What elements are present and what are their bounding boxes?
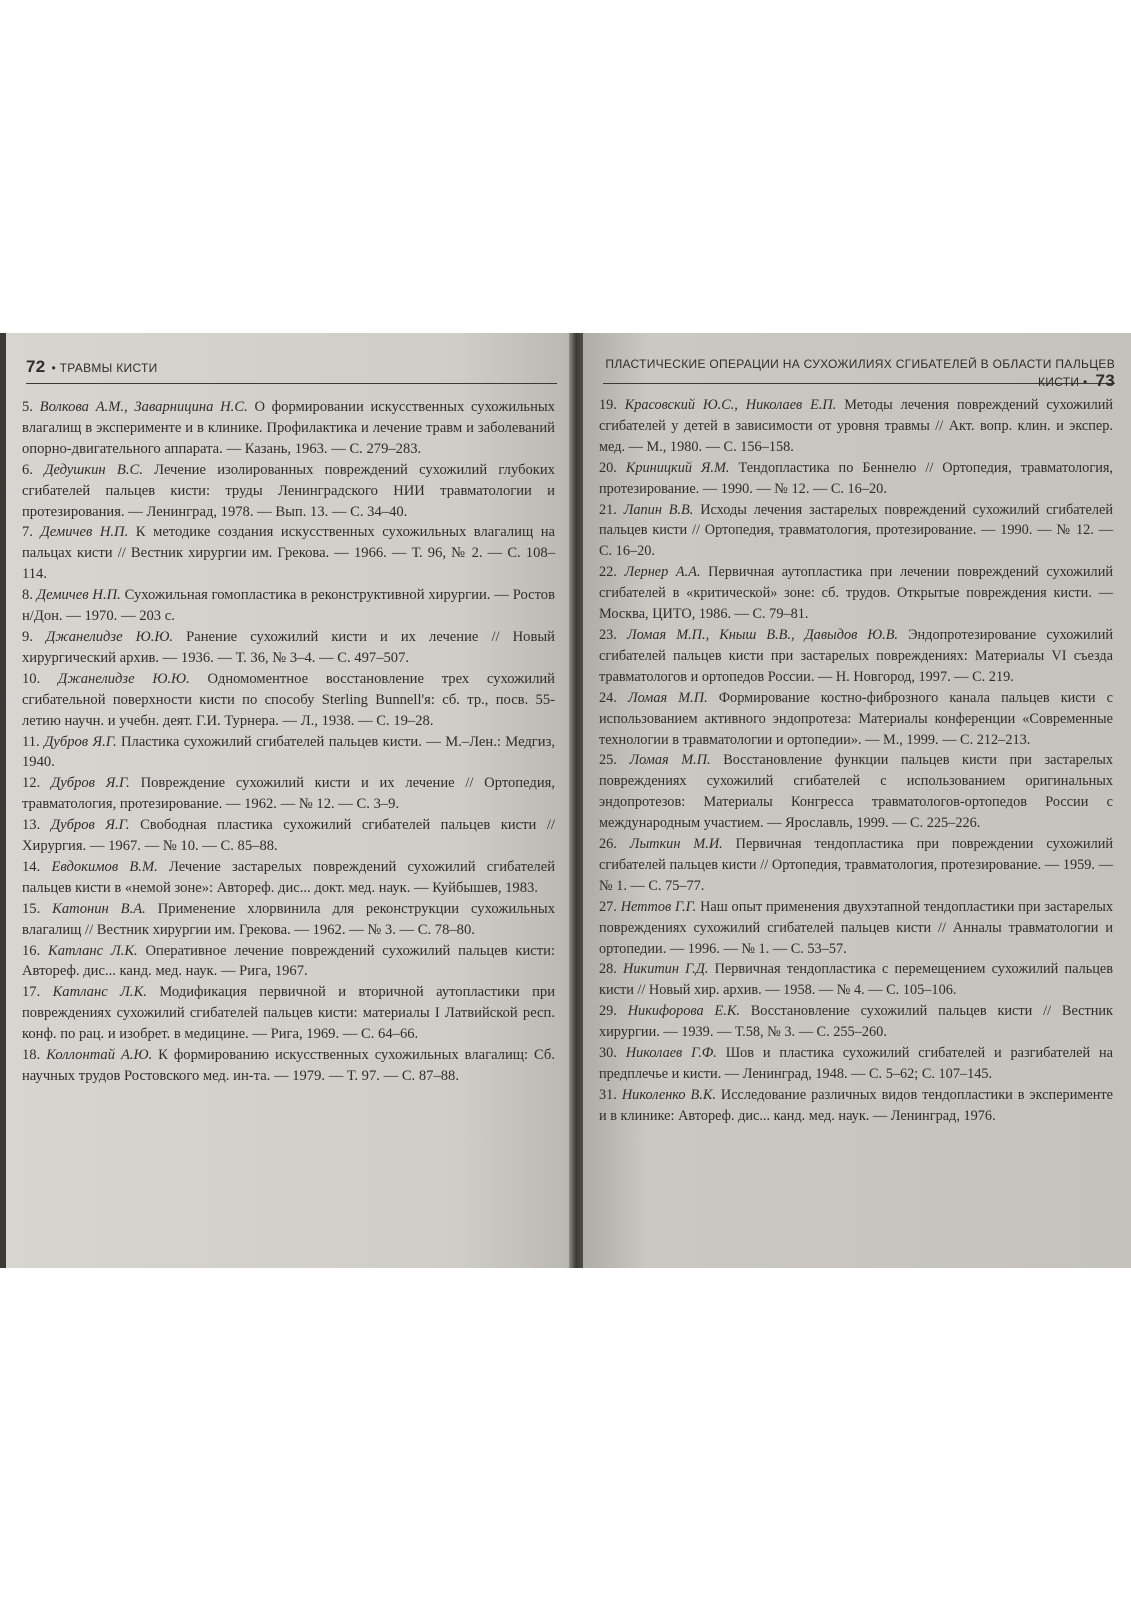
reference-text: Наш опыт применения двухэтапной тендопластики при застарелых повреждениях сухожилий сгибателей пальцев кисти // Анналы травматологии и ортопедии. — 1996. — № 1. — С. 53–57. bbox=[599, 898, 1113, 957]
reference-authors: Катланс Л.К. bbox=[48, 942, 138, 959]
reference-number: 8. bbox=[22, 587, 33, 604]
reference-entry bbox=[599, 562, 1113, 625]
reference-text: Восстановление сухожилий пальцев кисти // Вестник хирургии. — 1939. — Т.58, № 3. — С. 255–260. bbox=[599, 1003, 1113, 1041]
reference-text: Повреждение сухожилий кисти и их лечение // Ортопедия, травматология, протезирование. — 1962. — № 12. — С. 3–9. bbox=[22, 775, 555, 813]
reference-authors: Лыткин М.И. bbox=[629, 836, 723, 853]
reference-text: Восстановление функции пальцев кисти при застарелых повреждениях сухожилий сгибателей с использованием оригинальных эндопротезов: Материалы Конгресса травматологов-ортопедов России с международным участием. — Ярославль, 1999. — С. 225–226. bbox=[599, 752, 1113, 832]
reference-entry bbox=[22, 1045, 555, 1087]
reference-text: Исходы лечения застарелых повреждений сухожилий сгибателей пальцев кисти // Ортопедия, травматология, протезирование. — 1990. — № 12. — С. 16–20. bbox=[599, 501, 1113, 560]
reference-authors: Дедушкин В.С. bbox=[44, 461, 143, 478]
reference-number: 18. bbox=[22, 1047, 41, 1064]
reference-text: Сухожильная гомопластика в реконструктивной хирургии. — Ростов н/Дон. — 1970. — 203 с. bbox=[22, 587, 555, 625]
reference-authors: Коллонтай А.Ю. bbox=[46, 1047, 153, 1064]
reference-authors: Джанелидзе Ю.Ю. bbox=[58, 670, 190, 687]
reference-entry bbox=[22, 522, 555, 585]
reference-number: 21. bbox=[599, 501, 617, 518]
left-page-header bbox=[26, 357, 557, 384]
reference-entry bbox=[599, 959, 1113, 1001]
reference-number: 12. bbox=[22, 775, 41, 792]
reference-authors: Ломая М.П., Кныш В.В., Давыдов Ю.В. bbox=[626, 626, 899, 643]
reference-text: Шов и пластика сухожилий сгибателей и разгибателей на предплечье и кисти. — Ленинград, 1948. — С. 5–62; С. 107–145. bbox=[599, 1045, 1113, 1082]
reference-text: О формировании искусственных сухожильных влагалищ в эксперименте и в клинике. Профилактика и лечение травм и заболеваний опорно-двигательного аппарата. — Казань, 1963. — С. 279–283. bbox=[22, 399, 555, 457]
reference-authors: Никитин Г.Д. bbox=[623, 961, 709, 978]
reference-number: 19. bbox=[599, 397, 617, 413]
reference-number: 11. bbox=[22, 733, 40, 750]
reference-text: Первичная тендопластика с перемещением сухожилий пальцев кисти // Новый хир. архив. — 1958. — № 4. — С. 105–106. bbox=[599, 961, 1113, 999]
reference-authors: Дубров Я.Г. bbox=[50, 817, 130, 834]
reference-number: 29. bbox=[599, 1003, 617, 1020]
reference-authors: Евдокимов В.М. bbox=[51, 858, 158, 875]
reference-number: 28. bbox=[599, 961, 617, 978]
reference-number: 25. bbox=[599, 752, 617, 769]
reference-authors: Лернер А.А. bbox=[624, 564, 701, 581]
reference-list bbox=[599, 395, 1113, 1127]
reference-list bbox=[22, 397, 555, 1087]
reference-entry bbox=[22, 627, 555, 669]
reference-authors: Красовский Ю.С., Николаев Е.П. bbox=[624, 397, 837, 413]
reference-number: 10. bbox=[22, 670, 41, 687]
reference-authors: Демичев Н.П. bbox=[40, 524, 129, 541]
right-page-header bbox=[603, 357, 1115, 390]
reference-authors: Катланс Л.К. bbox=[52, 984, 147, 1001]
page-number: 73 bbox=[1095, 371, 1115, 390]
reference-text: К методике создания искусственных сухожильных влагалищ на пальцах кисти // Вестник хирургии им. Грекова. — 1966. — Т. 96, № 2. — С. 108–114. bbox=[22, 524, 556, 583]
reference-entry bbox=[22, 982, 555, 1045]
reference-entry bbox=[22, 899, 555, 941]
reference-entry bbox=[599, 750, 1113, 834]
reference-entry bbox=[599, 834, 1113, 897]
running-head: ПЛАСТИЧЕСКИЕ ОПЕРАЦИИ НА СУХОЖИЛИЯХ СГИБАТЕЛЕЙ В ОБЛАСТИ ПАЛЬЦЕВ КИСТИ • bbox=[605, 357, 1115, 389]
reference-entry bbox=[22, 585, 555, 627]
reference-text: Эндопротезирование сухожилий сгибателей пальцев кисти при застарелых повреждениях: Материалы VI съезда травматологов и ортопедов России. — Н. Новгород, 1997. — С. 219. bbox=[599, 626, 1113, 685]
book-spread-photo bbox=[0, 333, 1131, 1268]
reference-authors: Дубров Я.Г. bbox=[44, 733, 117, 750]
reference-number: 22. bbox=[599, 564, 617, 581]
reference-entry bbox=[599, 458, 1113, 500]
reference-number: 23. bbox=[599, 626, 617, 643]
reference-entry bbox=[22, 815, 555, 857]
reference-number: 31. bbox=[599, 1086, 617, 1103]
reference-authors: Никифорова Е.К. bbox=[627, 1003, 740, 1020]
reference-text: Оперативное лечение повреждений сухожилий пальцев кисти: Автореф. дис... канд. мед. наук. — Рига, 1967. bbox=[22, 942, 555, 980]
reference-number: 15. bbox=[22, 900, 41, 917]
reference-authors: Лапин В.В. bbox=[623, 501, 694, 518]
reference-number: 20. bbox=[599, 459, 617, 476]
reference-authors: Катонин В.А. bbox=[52, 900, 146, 917]
reference-entry bbox=[22, 941, 555, 983]
reference-number: 26. bbox=[599, 836, 617, 853]
reference-number: 16. bbox=[22, 942, 41, 959]
reference-authors: Ломая М.П. bbox=[629, 752, 711, 769]
reference-entry bbox=[22, 773, 555, 815]
reference-text: Формирование костно-фиброзного канала пальцев кисти с использованием активного эндопротеза: Материалы конференции «Современные технологии в травматологии и ортопедии». — М., 1999. — С. 212–213. bbox=[599, 689, 1113, 748]
reference-text: Модификация первичной и вторичной аутопластики при повреждениях сухожилий сгибателей пальцев кисти: материалы I Латвийской респ. конф. по рац. и изобрет. в медицине. — Рига, 1969. — С. 64–66. bbox=[22, 984, 555, 1043]
reference-text: Лечение изолированных повреждений сухожилий глубоких сгибателей пальцев кисти: труды Ленинградского НИИ травматологии и протезирования. — Ленинград, 1978. — Вып. 13. — С. 34–40. bbox=[22, 461, 555, 520]
reference-entry bbox=[599, 1085, 1113, 1127]
reference-number: 27. bbox=[599, 898, 617, 915]
reference-authors: Дубров Я.Г. bbox=[50, 775, 130, 792]
page-number: 72 bbox=[26, 357, 46, 376]
reference-entry bbox=[599, 1001, 1113, 1043]
reference-entry bbox=[22, 460, 555, 523]
reference-number: 13. bbox=[22, 817, 41, 834]
reference-text: Свободная пластика сухожилий сгибателей пальцев кисти // Хирургия. — 1967. — № 10. — С. 85–88. bbox=[22, 817, 555, 855]
reference-entry bbox=[22, 732, 555, 774]
left-page bbox=[6, 333, 575, 1268]
reference-entry bbox=[599, 688, 1113, 751]
reference-authors: Николаев Г.Ф. bbox=[625, 1045, 717, 1062]
reference-entry bbox=[599, 897, 1113, 960]
reference-number: 5. bbox=[22, 399, 33, 415]
reference-number: 6. bbox=[22, 461, 33, 478]
reference-entry bbox=[22, 857, 555, 899]
reference-authors: Неттов Г.Г. bbox=[620, 898, 697, 915]
reference-text: Методы лечения повреждений сухожилий сгибателей у детей в зависимости от уровня травмы // Акт. вопр. клин. и экспер. мед. — М., 1980. — С. 156–158. bbox=[599, 397, 1113, 455]
reference-text: Первичная тендопластика при повреждении сухожилий сгибателей пальцев кисти // Ортопедия, травматология, протезирование. — 1959. — № 1. — С. 75–77. bbox=[599, 836, 1114, 894]
reference-entry bbox=[599, 625, 1113, 688]
reference-text: Тендопластика по Беннелю // Ортопедия, травматология, протезирование. — 1990. — № 12. — С. 16–20. bbox=[599, 459, 1113, 497]
reference-entry bbox=[599, 395, 1113, 458]
reference-text: Лечение застарелых повреждений сухожилий сгибателей пальцев кисти в «немой зоне»: Автореф. дис... докт. мед. наук. — Куйбышев, 1983. bbox=[22, 858, 556, 896]
reference-authors: Джанелидзе Ю.Ю. bbox=[46, 628, 174, 645]
reference-number: 24. bbox=[599, 689, 617, 706]
reference-text: Ранение сухожилий кисти и их лечение // Новый хирургический архив. — 1936. — Т. 36, № 3–4. — С. 497–507. bbox=[22, 628, 555, 666]
reference-entry bbox=[22, 397, 555, 460]
reference-authors: Криницкий Я.М. bbox=[625, 459, 730, 476]
reference-text: К формированию искусственных сухожильных влагалищ: Сб. научных трудов Ростовского мед. ин-та. — 1979. — Т. 97. — С. 87–88. bbox=[22, 1047, 555, 1084]
reference-entry bbox=[599, 1043, 1113, 1085]
reference-number: 9. bbox=[22, 628, 33, 645]
reference-authors: Николенко В.К. bbox=[621, 1086, 716, 1103]
reference-text: Первичная аутопластика при лечении повреждений сухожилий сгибателей в «критической» зоне: сб. трудов. Открытые повреждения кисти. — Москва, ЦИТО, 1986. — С. 79–81. bbox=[599, 564, 1113, 623]
reference-number: 17. bbox=[22, 984, 41, 1001]
reference-authors: Демичев Н.П. bbox=[36, 587, 121, 604]
right-page bbox=[583, 333, 1131, 1268]
reference-text: Пластика сухожилий сгибателей пальцев кисти. — М.–Лен.: Медгиз, 1940. bbox=[22, 733, 555, 771]
reference-number: 7. bbox=[22, 524, 33, 541]
reference-entry bbox=[22, 669, 555, 732]
reference-authors: Волкова А.М., Заварницина Н.С. bbox=[39, 399, 248, 415]
reference-number: 30. bbox=[599, 1045, 617, 1062]
reference-text: Исследование различных видов тендопластики в эксперименте и в клинике: Автореф. дис... канд. мед. наук. — Ленинград, 1976. bbox=[599, 1086, 1113, 1124]
running-head: • ТРАВМЫ КИСТИ bbox=[51, 361, 158, 375]
reference-text: Одномоментное восстановление трех сухожилий сгибательной поверхности кисти по способу Sterling Bunnell'я: сб. тр., посв. 55-летию научн. и учебн. деят. Г.И. Турнера. — Л., 1938. — С. 19–28. bbox=[22, 670, 555, 729]
reference-text: Применение хлорвинила для реконструкции сухожильных влагалищ // Вестник хирургии им. Грекова. — 1962. — № 3. — С. 78–80. bbox=[22, 900, 555, 938]
reference-entry bbox=[599, 500, 1113, 563]
reference-authors: Ломая М.П. bbox=[627, 689, 708, 706]
reference-number: 14. bbox=[22, 858, 41, 875]
